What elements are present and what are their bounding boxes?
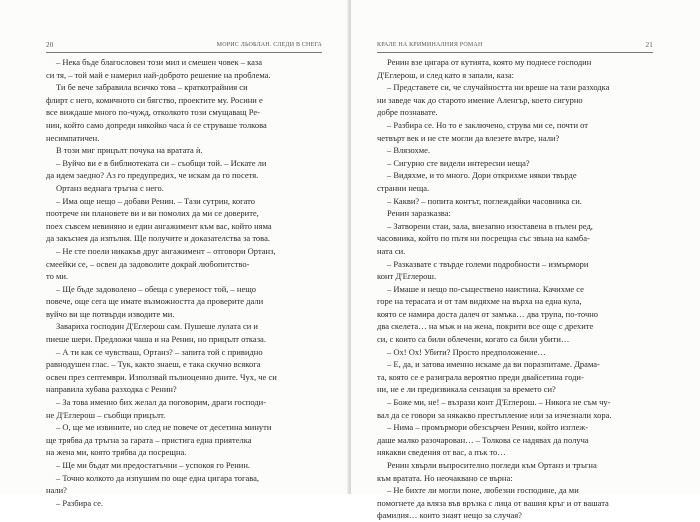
page-number: 20	[46, 41, 54, 49]
text-line: четвърт век и не сте могли да влезете вътре, нали?	[377, 132, 560, 143]
text-line: фамилия… които знаят нещо за случая?	[377, 510, 522, 521]
text-line: ни, не е ли предизвикала сензация за времето си?	[377, 384, 556, 395]
text-line: все виждаше много по-чужд, отколкото този смущаващ Ре-	[46, 107, 260, 118]
text-line: – Сигурно сте видели интересни неща?	[387, 157, 530, 168]
text-line: несимпатичен.	[46, 132, 100, 143]
text-line: Ренин заразказва:	[387, 208, 451, 219]
text-line: – Е, да, и затова именно искаме да ви поразпитаме. Драма-	[387, 359, 600, 370]
text-line: – Боже ми, не! – възрази конт Д'Еглерош. – Никога не съм чу-	[387, 397, 611, 408]
text-line: да закъснея да изпълня. Ще получите и доказателства за това.	[46, 233, 270, 244]
text-line: – Затворени стаи, зала, внезапно изоставена в пълен ред,	[387, 220, 593, 231]
text-line: Ренин взе цигара от кутията, която му поднесе господин	[387, 57, 592, 67]
text-line: – Ще бъде задоволено – обеща с увереност той, – нещо	[56, 283, 257, 294]
text-line: странни неща.	[377, 182, 430, 193]
text-line: вал да се говори за някакво престъпление или за изчезнали хора.	[377, 409, 612, 420]
text-line: – Разбира се. Но то е заключено, струва ми се, почти от	[387, 119, 588, 130]
text-line: В този миг прицълт почука на вратата ѝ.	[56, 145, 203, 156]
text-line: – Има още нещо – добави Ренин. – Тази сутрин, когато	[56, 195, 256, 206]
text-line: нали?	[46, 485, 67, 496]
text-line: – Какви? – попита контът, поглеждайки часовника си.	[387, 195, 582, 206]
text-line: си тя, – той май е намерил най-доброто решение на проблема.	[46, 69, 271, 80]
text-line: то ми.	[46, 271, 69, 282]
text-line: Ренин хвърли въпросително погледи към Ортанз и тръгна	[387, 460, 597, 470]
text-line: освен през септември. Използвай пълноценно дните. Чух, че си	[46, 371, 277, 382]
running-head: МОРИС ЛЬОБЛАН. СЛЕДИ В СНЕГА	[216, 42, 322, 48]
text-line: поотрече ни плановете ви и ви помолих да ми се доверите,	[46, 208, 259, 219]
text-line: ще трябва да тръгна за гарата – пристига една приятелка	[46, 434, 252, 445]
text-line: – Разказвате с твърде големи подробности – измърмори	[387, 258, 589, 269]
text-line: добре познавате.	[377, 107, 438, 118]
running-head: КРАЛЕ НА КРИМИНАЛНИЯ РОМАН	[377, 42, 483, 48]
text-line: равнодушен глас. – Тук, както знаеш, е така скучно всякога	[46, 359, 261, 370]
text-line: си, с които са били облечени, когато са били убити…	[377, 334, 570, 345]
text-line: – Влязохме.	[387, 145, 431, 156]
header-rule	[377, 52, 653, 53]
page-body-text	[377, 56, 653, 522]
text-line: нин, който само допреди някойко часа ѝ се струваше толкова	[46, 119, 267, 130]
page-body-text	[46, 56, 322, 509]
text-line: – Не бихте ли могли поне, любезни господине, да ми	[387, 485, 579, 496]
text-line: която се намира доста далеч от замъка… два трупа, по-точно	[377, 308, 599, 319]
text-line: – Видяхме, и то много. Дори открихме някои твърде	[387, 170, 577, 181]
text-line: Ти бе вече забравила всичко това – краткотрайния си	[56, 82, 248, 93]
text-line: смеейки се, – освен да задоволите докрай любопитство-	[46, 258, 250, 269]
text-line: – За това именно бих желал да поговорим, драги господи-	[56, 397, 267, 408]
text-line: вуйчо ви ще потвърди изводите ми.	[46, 308, 175, 319]
text-line: часовника, който по пътя ни посрещна със звъна на камба-	[377, 233, 590, 244]
text-line: да идем заедно? Аз го предупредих, че искам да го посетя.	[46, 170, 259, 181]
text-line: – Ох! Ох! Убити? Просто предположение…	[387, 346, 546, 357]
text-line: – Имаше и нещо по-съществено наистина. Качихме се	[387, 283, 584, 294]
text-line: – Не сте поели никакъв друг ангажимент – отговори Ортанз,	[56, 245, 276, 256]
right-page	[351, 0, 700, 521]
text-line: на жена ми, която трябва да посрещна.	[46, 447, 187, 458]
text-line: – Представете си, че случайността ни вреше на тази разходка	[387, 82, 610, 93]
text-line: повече, още сега ще имате възможността да проверите дали	[46, 296, 264, 307]
text-line: пиеше шери. Предложи чаша и на Ренин, но прицълт отказа.	[46, 334, 266, 345]
text-line: помогнете да вляза във връзка с лица от вашия кръг и от вашата	[377, 497, 609, 508]
text-line: ната си.	[377, 245, 406, 256]
text-line: два скелета… на мъж и на жена, покрити все още с дрехите	[377, 321, 594, 332]
page-number: 21	[645, 41, 653, 49]
text-line: ни заведе чак до старото имение Аленгър, което сигурно	[377, 94, 583, 105]
text-line: към вратата. Но неочаквано се върна:	[377, 472, 513, 483]
text-line: флирт с него, комичното си бягство, проектите му. Росини е	[46, 94, 263, 105]
text-line: – А ти как се чувстваш, Ортанз? – запита той с привидно	[56, 346, 263, 357]
text-line: не Д'Еглерош – съобщи прицълт.	[46, 409, 166, 420]
text-line: Ортанз веднага тръгна с него.	[56, 182, 164, 193]
text-line: даше малко разочарован… – Толкова се надявах да получа	[377, 434, 589, 445]
text-line: – О, ще ме извините, но след не повече от десетина минути	[56, 422, 272, 433]
text-line: направила хубава разходка с Ренин?	[46, 384, 177, 395]
text-line: та, която се е разиграла вероятно преди двайсетина годи-	[377, 371, 584, 382]
text-line: някакви сведения от вас, а пък то…	[377, 447, 506, 458]
left-page-header	[46, 41, 322, 51]
text-line: Завариха господин Д'Еглерош сам. Пушеше лулата си и	[56, 321, 258, 332]
right-page-header	[377, 41, 653, 51]
text-line: – Вуйчо ви е в библиотеката си – съобщи той. – Искате ли	[56, 157, 267, 168]
text-line: – Точно колкото да изпушим по още една цигара тогава,	[56, 472, 260, 483]
text-line: горе на терасата и от там видяхме на върха на една кула,	[377, 296, 582, 307]
text-line: – Нека бъде благословен този мил и смешен човек – каза	[56, 57, 263, 67]
text-line: Д'Еглерош, и след като я запали, каза:	[377, 69, 514, 80]
text-line: конт Д'Еглерош.	[377, 271, 437, 282]
header-rule	[46, 52, 322, 53]
text-line: – Нима – промърмори обезсърчен Ренин, който изглеж-	[387, 422, 589, 433]
text-line: – Разбира се.	[56, 497, 104, 508]
text-line: поех съвсем невиняно и един ангажимент към вас, който няма	[46, 220, 272, 231]
text-line: – Ще ми бъдат ми предостатъчни – успокоя го Ренин.	[56, 460, 251, 470]
left-page	[0, 0, 349, 508]
